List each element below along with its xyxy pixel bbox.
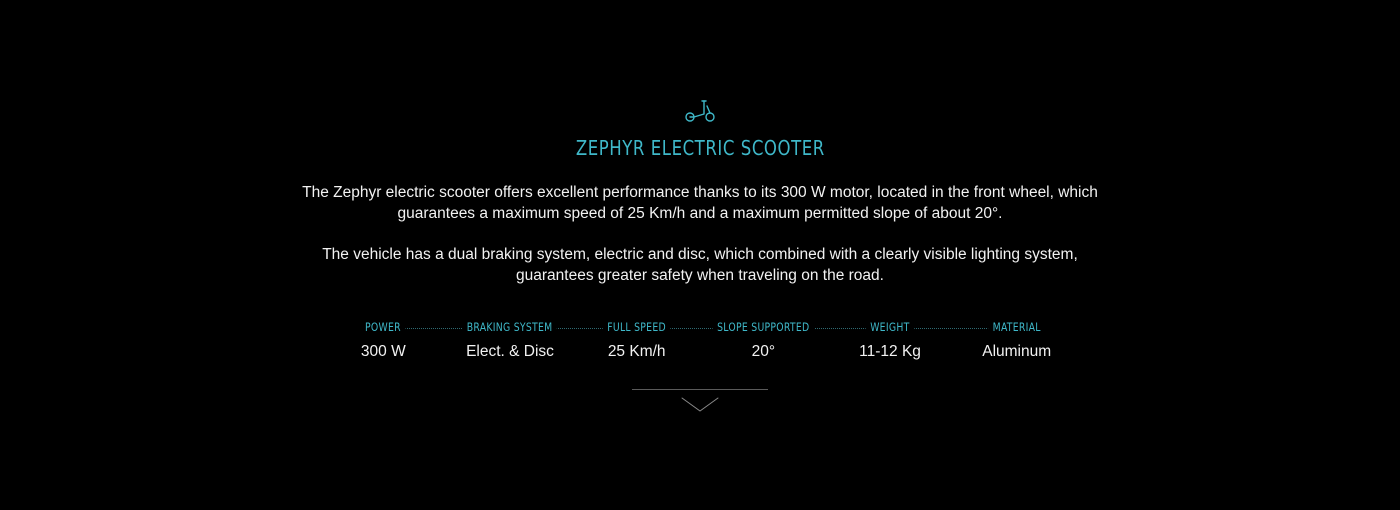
page-title: ZEPHYR ELECTRIC SCOOTER xyxy=(575,136,825,160)
spec-label: SLOPE SUPPORTED xyxy=(713,320,814,334)
spec-item xyxy=(573,320,700,361)
spec-value: Elect. & Disc xyxy=(466,343,554,360)
scooter-icon xyxy=(683,96,717,124)
spec-label: FULL SPEED xyxy=(603,320,671,334)
divider xyxy=(632,389,768,390)
description-paragraph: The vehicle has a dual braking system, electric and disc, which combined with a clearly visible lighting system, guarantees greater safety when traveling on the road. xyxy=(322,246,1078,284)
spec-label: BRAKING SYSTEM xyxy=(463,320,558,334)
spec-label: MATERIAL xyxy=(988,320,1045,334)
spec-label: WEIGHT xyxy=(866,320,914,334)
spec-value: 11-12 Kg xyxy=(859,343,921,360)
spec-value: 20° xyxy=(751,343,776,360)
spec-item xyxy=(700,320,827,361)
spec-label: POWER xyxy=(361,320,406,334)
spec-item xyxy=(953,320,1080,361)
spec-item xyxy=(827,320,954,361)
description-block xyxy=(285,182,1115,286)
chevron-down-icon[interactable] xyxy=(672,396,728,414)
spec-value: 300 W xyxy=(360,343,406,360)
spec-value: Aluminum xyxy=(982,343,1052,360)
spec-list xyxy=(320,320,1080,361)
spec-item xyxy=(447,320,574,361)
description-paragraph: The Zephyr electric scooter offers excellent performance thanks to its 300 W motor, located in the front wheel, which guarantees a maximum speed of 25 Km/h and a maximum permitted slope of about 20°. xyxy=(302,184,1098,222)
spec-value: 25 Km/h xyxy=(607,343,666,360)
spec-item xyxy=(320,320,447,361)
